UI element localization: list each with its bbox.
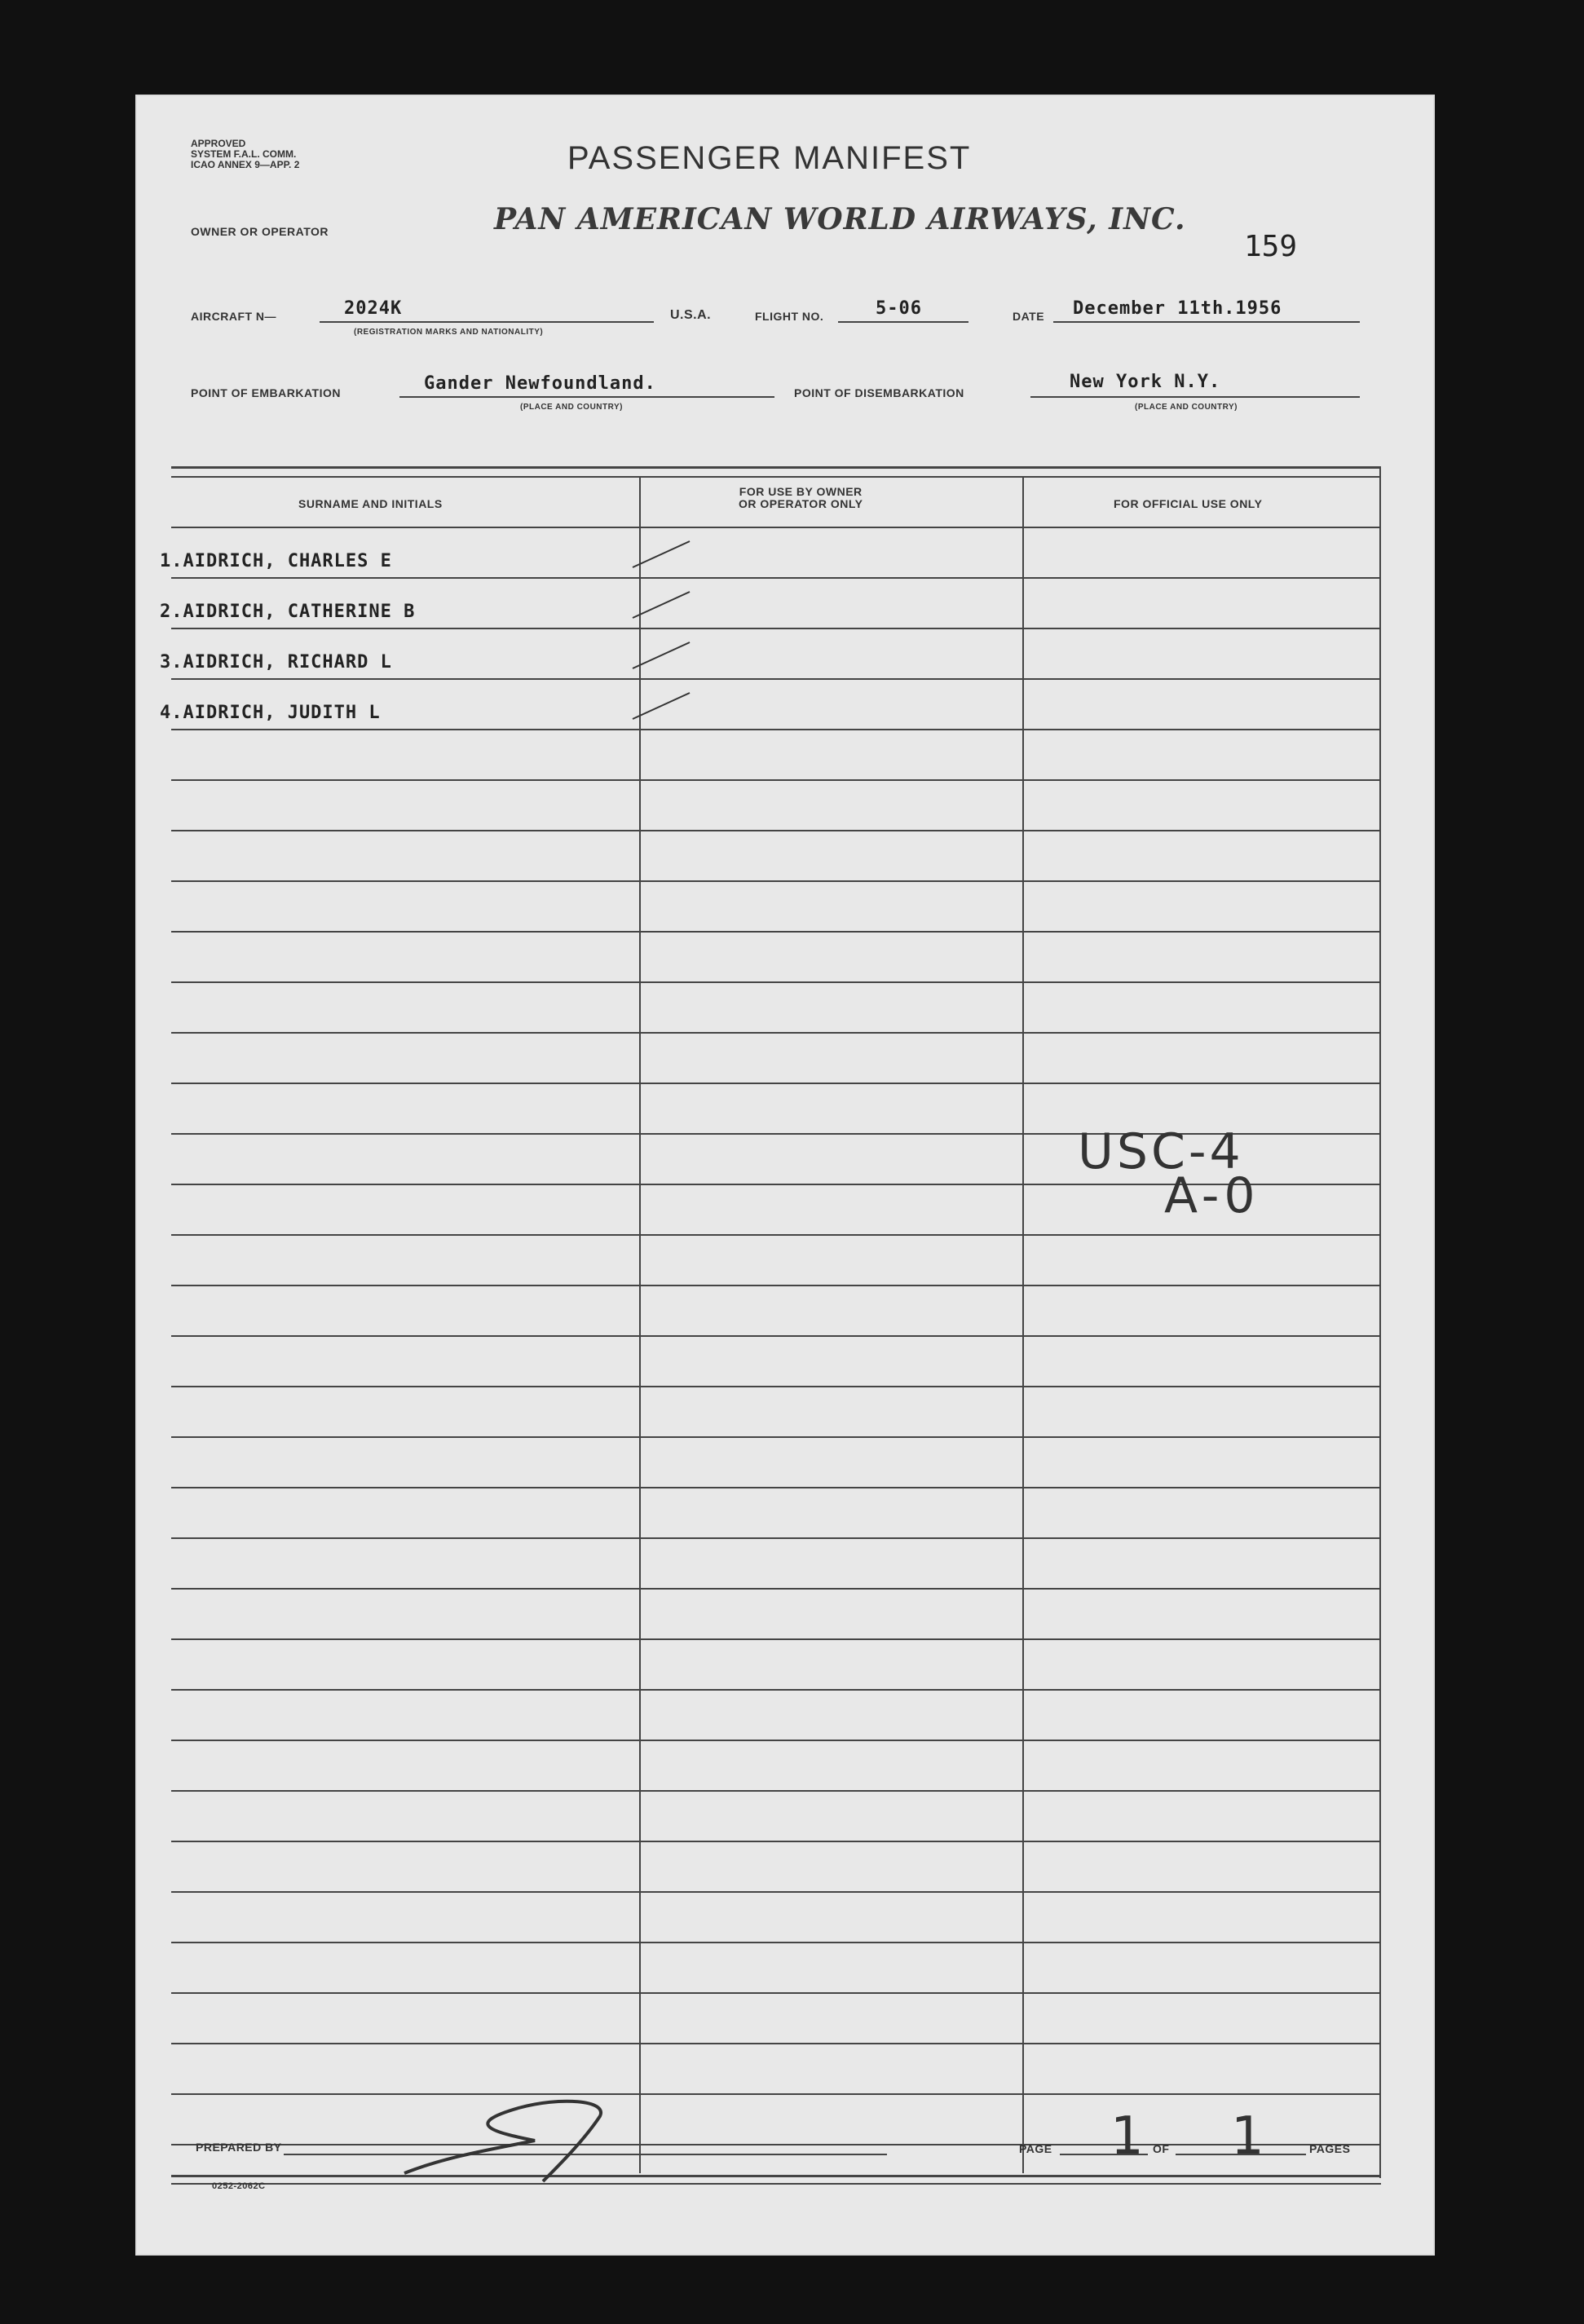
table-right-border: [1379, 466, 1381, 2178]
check-mark: [633, 642, 690, 668]
row-rule: [171, 1992, 1381, 1994]
date-line: [1053, 321, 1360, 323]
row-rule: [171, 678, 1381, 680]
row-rule: [171, 1032, 1381, 1034]
row-rule: [171, 577, 1381, 579]
column-header-surname: SURNAME AND INITIALS: [298, 497, 443, 510]
row-rule: [171, 880, 1381, 882]
disembark-label: POINT OF DISEMBARKATION: [794, 386, 964, 399]
approval-line: APPROVED: [191, 138, 246, 149]
row-rule: [171, 1942, 1381, 1943]
owner-label: OWNER OR OPERATOR: [191, 225, 329, 238]
row-rule: [171, 1891, 1381, 1893]
row-rule: [171, 729, 1381, 730]
flight-line: [838, 321, 968, 323]
disembark-line: [1030, 396, 1360, 398]
row-rule: [171, 2043, 1381, 2044]
passenger-entry: 4.AIDRICH, JUDITH L: [160, 703, 381, 723]
page-title: PASSENGER MANIFEST: [567, 140, 972, 176]
table-top-rule: [171, 476, 1381, 478]
check-mark: [633, 541, 690, 567]
approval-block: [191, 139, 299, 170]
row-rule: [171, 1588, 1381, 1590]
date-value: December 11th.1956: [1073, 298, 1282, 319]
embark-caption: (PLACE AND COUNTRY): [520, 403, 623, 412]
row-rule: [171, 1335, 1381, 1337]
official-note-line: USC-4: [1078, 1123, 1244, 1180]
passenger-entry: 1.AIDRICH, CHARLES E: [160, 551, 392, 571]
table-top-rule: [171, 466, 1381, 469]
flight-label: FLIGHT NO.: [755, 310, 824, 323]
approval-line: SYSTEM F.A.L. COMM.: [191, 148, 297, 160]
embark-line: [399, 396, 774, 398]
pages-label: PAGES: [1309, 2142, 1351, 2155]
table-bottom-rule: [171, 2183, 1381, 2185]
row-rule: [171, 1790, 1381, 1792]
row-rule: [171, 830, 1381, 831]
row-rule: [171, 1234, 1381, 1236]
prepared-label: PREPARED BY: [196, 2141, 282, 2154]
row-rule: [171, 779, 1381, 781]
row-rule: [171, 1386, 1381, 1387]
manifest-sheet: [135, 95, 1435, 2256]
owner-value: PAN AMERICAN WORLD AIRWAYS, INC.: [494, 202, 1186, 236]
disembark-caption: (PLACE AND COUNTRY): [1135, 403, 1238, 412]
page-total: 1: [1231, 2106, 1264, 2167]
of-label: OF: [1153, 2142, 1170, 2155]
row-rule: [171, 1537, 1381, 1539]
embark-value: Gander Newfoundland.: [424, 373, 656, 394]
flight-value: 5-06: [876, 298, 922, 319]
check-mark: [633, 592, 690, 618]
row-rule: [171, 1689, 1381, 1691]
page-label: PAGE: [1019, 2142, 1052, 2155]
row-rule: [171, 2144, 1381, 2145]
aircraft-line: [320, 321, 654, 323]
column-header-official: FOR OFFICIAL USE ONLY: [1114, 497, 1263, 510]
row-rule: [171, 1841, 1381, 1842]
table-bottom-rule: [171, 2175, 1381, 2177]
page-current: 1: [1110, 2106, 1144, 2167]
passenger-entry: 2.AIDRICH, CATHERINE B: [160, 602, 416, 622]
row-rule: [171, 1740, 1381, 1741]
form-code: 0252-2062C: [212, 2181, 266, 2191]
page-number: 159: [1244, 230, 1298, 263]
row-rule: [171, 1638, 1381, 1640]
row-rule: [171, 628, 1381, 629]
embark-label: POINT OF EMBARKATION: [191, 386, 341, 399]
row-rule: [171, 527, 1381, 528]
signature: [396, 2092, 657, 2189]
row-rule: [171, 931, 1381, 933]
check-marks: [624, 518, 722, 747]
row-rule: [171, 1083, 1381, 1084]
aircraft-label: AIRCRAFT N—: [191, 310, 277, 323]
row-rule: [171, 1285, 1381, 1286]
official-note-line: A-0: [1164, 1167, 1260, 1224]
column-divider: [1022, 478, 1024, 2173]
disembark-value: New York N.Y.: [1070, 372, 1221, 392]
check-mark: [633, 693, 690, 719]
date-label: DATE: [1013, 310, 1045, 323]
aircraft-caption: (REGISTRATION MARKS AND NATIONALITY): [354, 328, 544, 337]
row-rule: [171, 1436, 1381, 1438]
passenger-entry: 3.AIDRICH, RICHARD L: [160, 652, 392, 673]
usa-label: U.S.A.: [670, 308, 712, 322]
row-rule: [171, 1487, 1381, 1488]
column-header-operator: FOR USE BY OWNER OR OPERATOR ONLY: [739, 485, 863, 510]
aircraft-value: 2024K: [344, 298, 403, 319]
row-rule: [171, 2093, 1381, 2095]
approval-line: ICAO ANNEX 9—APP. 2: [191, 159, 300, 170]
row-rule: [171, 981, 1381, 983]
